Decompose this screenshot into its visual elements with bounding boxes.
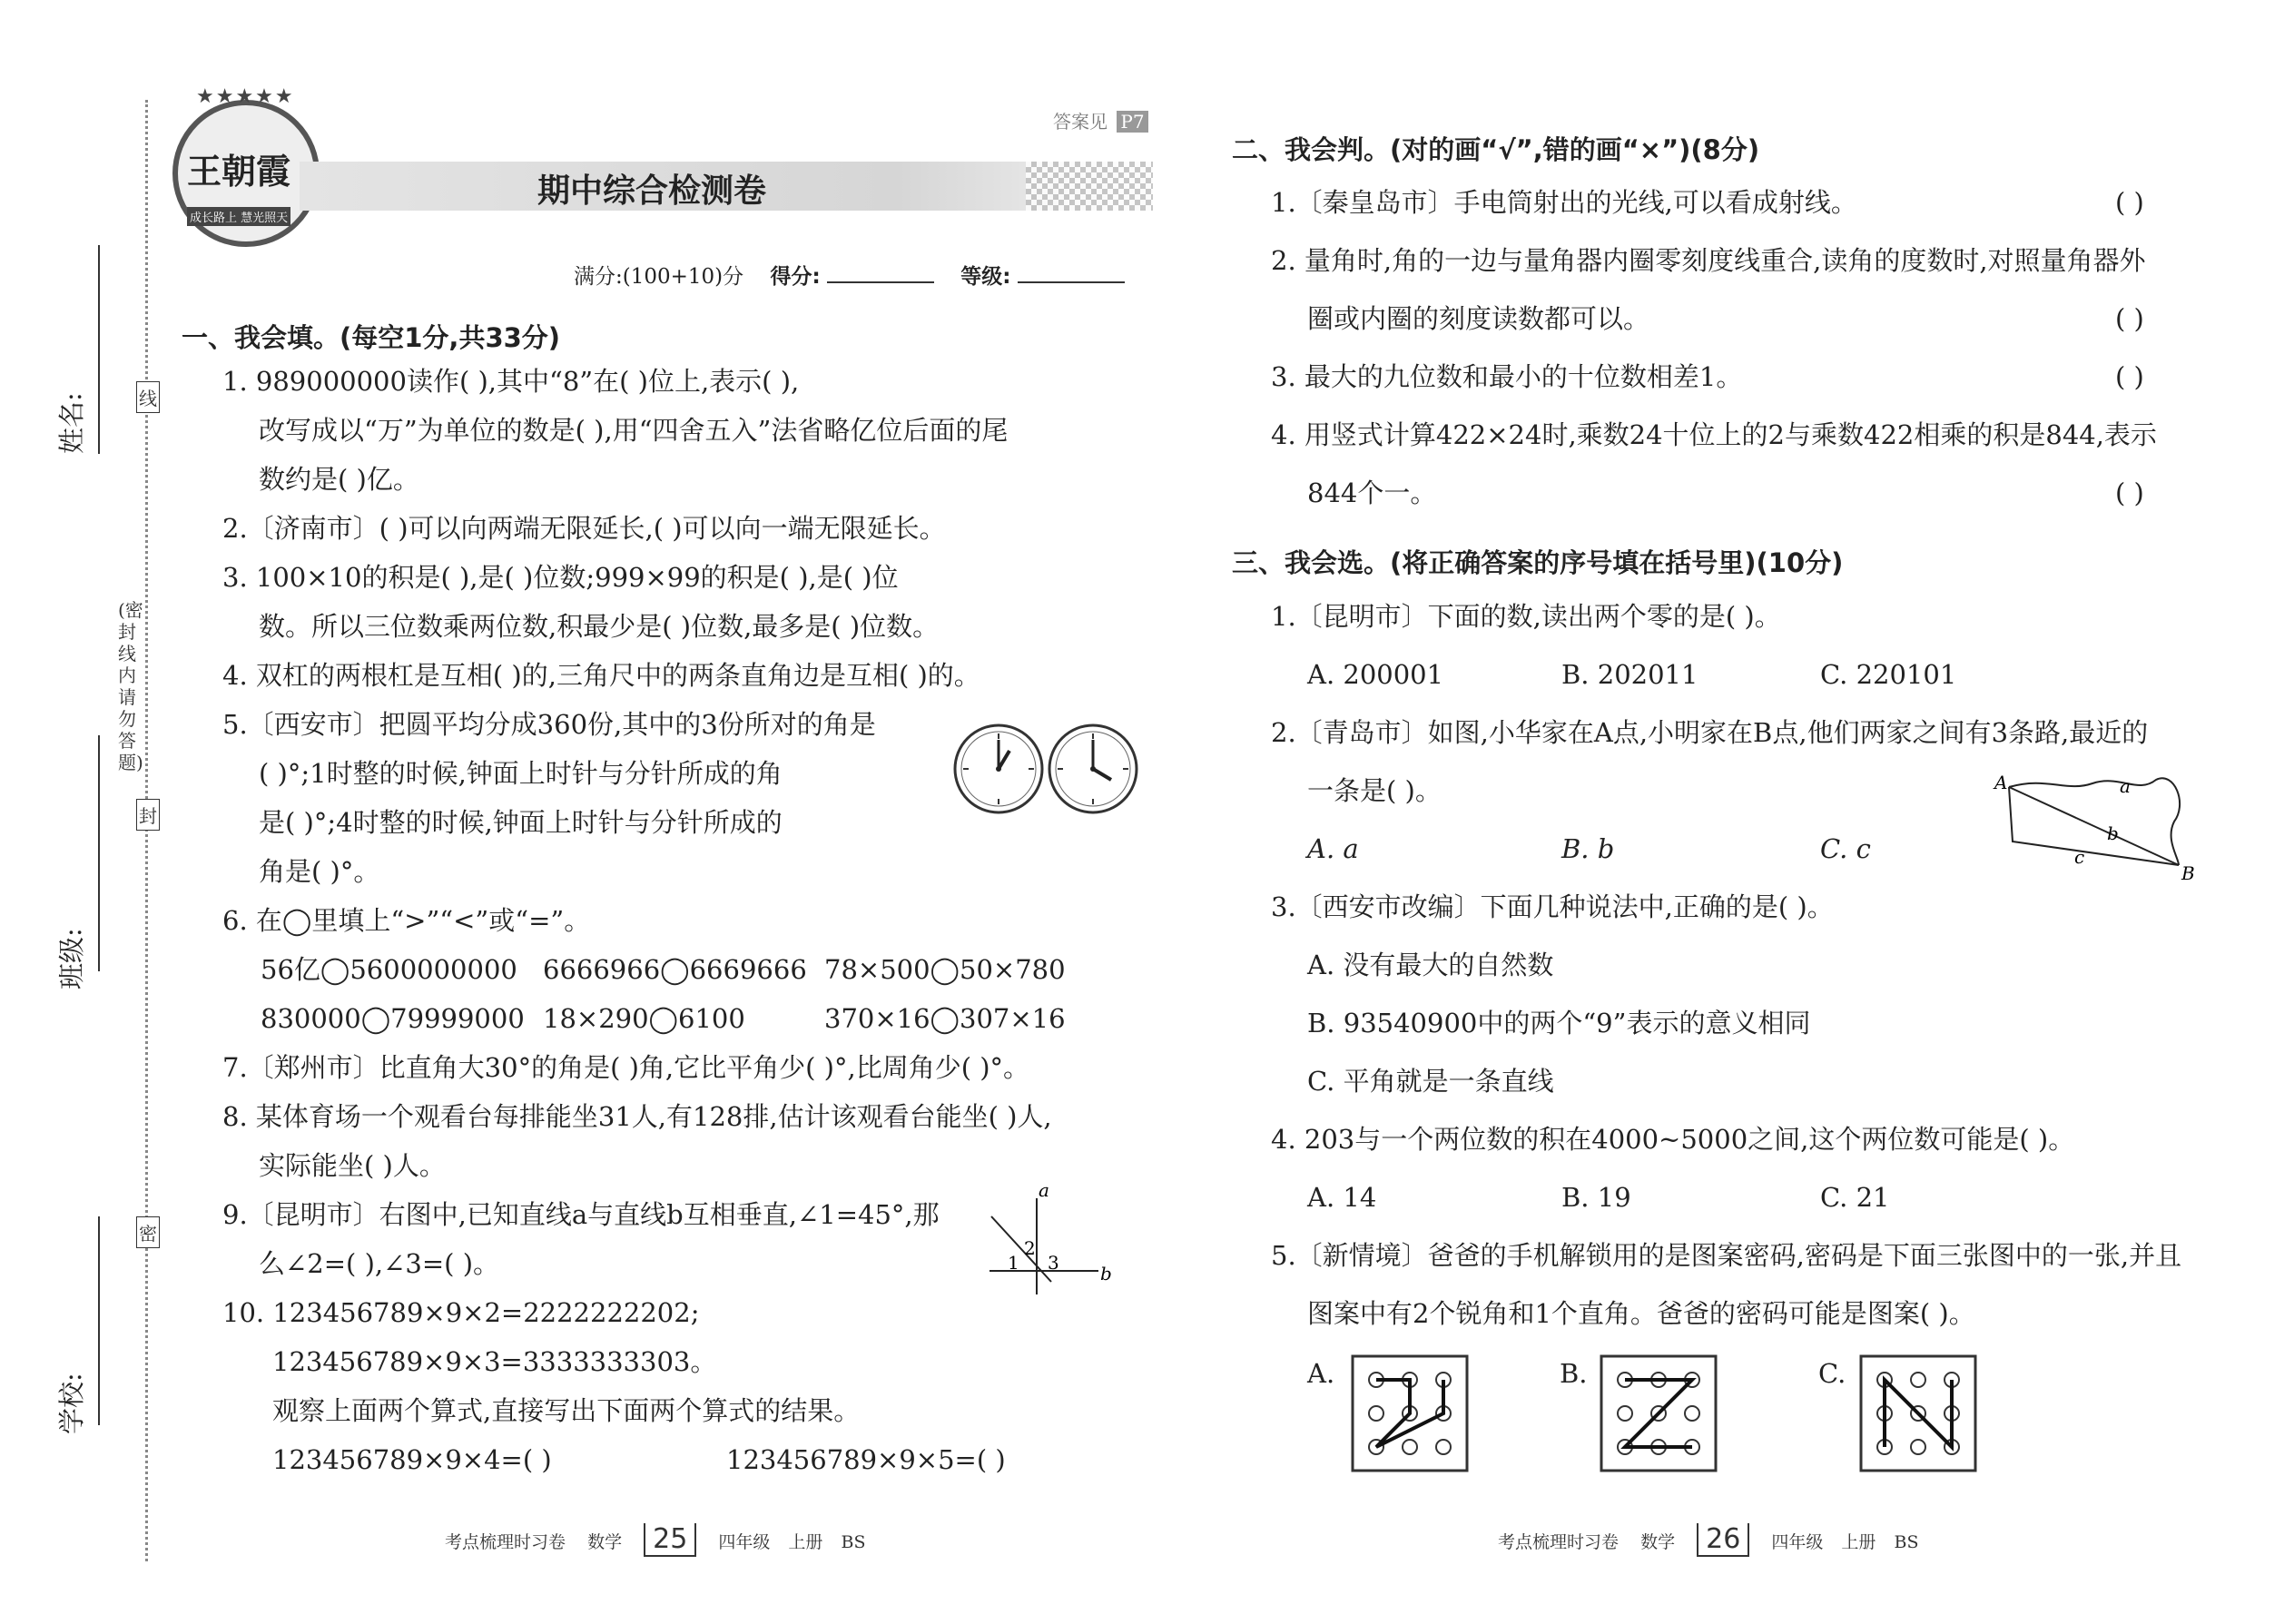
q10-line-4a: 123456789×9×4=( ) <box>272 1444 552 1475</box>
grade-blank[interactable] <box>1018 281 1125 283</box>
q9-line-2: 么∠2=( ),∠3=( )。 <box>259 1248 500 1279</box>
c3: 3.〔西安市改编〕下面几种说法中,正确的是( )。 <box>1271 891 1834 922</box>
q3-line-2: 数。所以三位数乘两位数,积最少是( )位数,最多是( )位数。 <box>259 611 940 642</box>
c3-option-c[interactable]: C. 平角就是一条直线 <box>1307 1066 1554 1097</box>
c2-option-c[interactable]: C. c <box>1820 833 1871 864</box>
q6-r1-c: 78×500◯50×780 <box>824 954 1066 985</box>
clock-1-oclock <box>955 725 1042 812</box>
footer-series: 考点梳理时习卷 <box>445 1532 566 1552</box>
c3-option-b[interactable]: B. 93540900中的两个“9”表示的意义相同 <box>1307 1008 1811 1038</box>
c5-line-2: 图案中有2个锐角和1个直角。爸爸的密码可能是图案( )。 <box>1307 1298 1975 1329</box>
q10-line-3: 观察上面两个算式,直接写出下面两个算式的结果。 <box>272 1395 861 1426</box>
c1-option-a[interactable]: A. 200001 <box>1307 659 1444 690</box>
binding-mark-mi: 密 <box>136 1216 160 1248</box>
q5-line-2: ( )°;1时整的时候,钟面上时针与分针所成的角 <box>259 758 783 789</box>
q2: 2.〔济南市〕( )可以向两端无限延长,( )可以向一端无限延长。 <box>222 513 946 544</box>
binding-dashed-line <box>145 100 148 1561</box>
clock-4-oclock <box>1049 725 1137 812</box>
j2-line-1: 2. 量角时,角的一边与量角器内圈零刻度线重合,读角的度数时,对照量角器外 <box>1271 245 2146 276</box>
footer-right <box>1498 1523 1918 1555</box>
q5-line-4: 角是( )°。 <box>259 856 380 887</box>
j1: 1.〔秦皇岛市〕手电筒射出的光线,可以看成射线。 <box>1271 187 1857 218</box>
footer-page-number: 26 <box>1697 1523 1749 1557</box>
q6-r1-b: 6666966◯6669666 <box>543 954 807 985</box>
footer-subject: 数学 <box>587 1532 623 1552</box>
c1-option-b[interactable]: B. 202011 <box>1561 659 1698 690</box>
c3-option-a[interactable]: A. 没有最大的自然数 <box>1307 950 1554 980</box>
binding-notice: (密封线内请勿答题) <box>118 599 143 773</box>
score-label: 得分: <box>770 265 821 289</box>
q10-line-2: 123456789×9×3=3333333303。 <box>272 1346 717 1377</box>
logo-stars: ★★★★★ <box>196 85 295 108</box>
footer-term: 上册 <box>788 1532 823 1552</box>
footer-left <box>445 1523 865 1555</box>
footer-edition: BS <box>1894 1532 1919 1552</box>
q3-line-1: 3. 100×10的积是( ),是( )位数;999×99的积是( ),是( )位 <box>222 562 899 593</box>
j1-answer[interactable]: ( ) <box>2115 187 2144 218</box>
j2-line-2: 圈或内圈的刻度读数都可以。 <box>1307 303 1650 334</box>
path-a <box>2009 778 2180 865</box>
label-2: 2 <box>1024 1237 1036 1259</box>
path-a-label: a <box>2120 775 2131 797</box>
q5-line-1: 5.〔西安市〕把圆平均分成360份,其中的3份所对的角是 <box>222 709 876 740</box>
c1-option-c[interactable]: C. 220101 <box>1820 659 1957 690</box>
footer-edition: BS <box>841 1532 866 1552</box>
path-b-label: b <box>2107 822 2119 844</box>
path-c-label: c <box>2074 846 2085 868</box>
path-figure <box>1993 767 2201 885</box>
label-3: 3 <box>1048 1252 1059 1274</box>
j4-answer[interactable]: ( ) <box>2115 477 2144 508</box>
footer-grade: 四年级 <box>1771 1532 1824 1552</box>
binding-mark-feng: 封 <box>136 799 160 831</box>
name-underline <box>98 245 100 454</box>
school-underline <box>98 1216 100 1425</box>
q4: 4. 双杠的两根杠是互相( )的,三角尺中的两条直角边是互相( )的。 <box>222 660 980 691</box>
section-1-heading: 一、我会填。(每空1分,共33分) <box>182 322 561 353</box>
q6-r2-c: 370×16◯307×16 <box>824 1003 1066 1034</box>
grade-label: 等级: <box>960 265 1011 289</box>
binding-mark-xian: 线 <box>136 381 160 413</box>
answer-page-badge: P7 <box>1117 111 1147 133</box>
brand-slogan: 成长路上 慧光照天 <box>187 207 290 226</box>
c4-option-b[interactable]: B. 19 <box>1561 1182 1631 1213</box>
label-1: 1 <box>1008 1252 1019 1274</box>
c2-line-1: 2.〔青岛市〕如图,小华家在A点,小明家在B点,他们两家之间有3条路,最近的 <box>1271 717 2149 748</box>
j4-line-2: 844个一。 <box>1307 477 1437 508</box>
j2-answer[interactable]: ( ) <box>2115 303 2144 334</box>
c2-option-a[interactable]: A. a <box>1307 833 1359 864</box>
footer-subject: 数学 <box>1640 1532 1676 1552</box>
section-3-heading: 三、我会选。(将正确答案的序号填在括号里)(10分) <box>1232 547 1844 578</box>
q6-r2-a: 830000◯79999000 <box>261 1003 525 1034</box>
brand-logo <box>172 85 320 247</box>
class-label: 班级: <box>56 928 87 989</box>
c4: 4. 203与一个两位数的积在4000~5000之间,这个两位数可能是( )。 <box>1271 1124 2075 1155</box>
name-label: 姓名: <box>56 392 87 454</box>
clock-figures <box>951 722 1142 822</box>
q10-line-4b: 123456789×9×5=( ) <box>726 1444 1006 1475</box>
answer-ref <box>1053 107 1148 133</box>
q1-line-3: 数约是( )亿。 <box>259 464 419 495</box>
footer-term: 上册 <box>1841 1532 1876 1552</box>
q10-line-1: 10. 123456789×9×2=2222222202; <box>222 1297 700 1328</box>
pattern-b[interactable] <box>1600 1354 1718 1472</box>
q6-r2-b: 18×290◯6100 <box>543 1003 745 1034</box>
q9-line-1: 9.〔昆明市〕右图中,已知直线a与直线b互相垂直,∠1=45°,那 <box>222 1199 940 1230</box>
q8-line-2: 实际能坐( )人。 <box>259 1150 446 1181</box>
j4-line-1: 4. 用竖式计算422×24时,乘数24十位上的2与乘数422相乘的积是844,表示 <box>1271 419 2157 450</box>
section-2-heading: 二、我会判。(对的画“√”,错的画“×”)(8分) <box>1232 134 1760 165</box>
pattern-a[interactable] <box>1351 1354 1469 1472</box>
q8-line-1: 8. 某体育场一个观看台每排能坐31人,有128排,估计该观看台能坐( )人, <box>222 1101 1052 1132</box>
school-label: 学校: <box>56 1373 87 1434</box>
class-underline <box>98 735 100 971</box>
brand-name: 王朝霞 <box>187 151 291 192</box>
q6-r1-a: 56亿◯5600000000 <box>261 954 517 985</box>
score-blank[interactable] <box>827 281 934 283</box>
footer-grade: 四年级 <box>718 1532 771 1552</box>
c2-line-2: 一条是( )。 <box>1307 775 1442 806</box>
footer-series: 考点梳理时习卷 <box>1498 1532 1620 1552</box>
full-score: 满分:(100+10)分 <box>574 265 744 289</box>
point-a-label: A <box>1994 772 2008 793</box>
c5-option-a-label[interactable]: A. <box>1307 1358 1335 1389</box>
footer-page-number: 25 <box>644 1523 696 1557</box>
pattern-c[interactable] <box>1859 1354 1977 1472</box>
q5-line-3: 是( )°;4时整的时候,钟面上时针与分针所成的 <box>259 807 783 838</box>
c5-line-1: 5.〔新情境〕爸爸的手机解锁用的是图案密码,密码是下面三张图中的一张,并且 <box>1271 1240 2182 1271</box>
q7: 7.〔郑州市〕比直角大30°的角是( )角,它比平角少( )°,比周角少( )°。 <box>222 1052 1030 1083</box>
c5-option-b-label[interactable]: B. <box>1560 1358 1588 1389</box>
diagonal-line <box>991 1216 1051 1282</box>
exam-title: 期中综合检测卷 <box>537 172 767 210</box>
title-checker <box>1026 162 1153 211</box>
q9-angle-figure <box>980 1180 1117 1298</box>
q1-line-2: 改写成以“万”为单位的数是( ),用“四舍五入”法省略亿位后面的尾 <box>259 415 1009 446</box>
c2-option-b[interactable]: B. b <box>1561 833 1615 864</box>
label-b: b <box>1100 1263 1112 1284</box>
c4-option-c[interactable]: C. 21 <box>1820 1182 1890 1213</box>
c1: 1.〔昆明市〕下面的数,读出两个零的是( )。 <box>1271 601 1781 632</box>
j3-answer[interactable]: ( ) <box>2115 361 2144 392</box>
point-b-label: B <box>2181 862 2195 884</box>
c4-option-a[interactable]: A. 14 <box>1307 1182 1377 1213</box>
q6: 6. 在◯里填上“>”“<”或“=”。 <box>222 905 591 936</box>
q1-line-1: 1. 989000000读作( ),其中“8”在( )位上,表示( ), <box>222 366 800 397</box>
answer-ref-label: 答案见 <box>1053 111 1108 133</box>
score-line <box>574 260 1125 290</box>
c5-option-c-label[interactable]: C. <box>1818 1358 1846 1389</box>
label-a: a <box>1039 1180 1049 1201</box>
j3: 3. 最大的九位数和最小的十位数相差1。 <box>1271 361 1743 392</box>
